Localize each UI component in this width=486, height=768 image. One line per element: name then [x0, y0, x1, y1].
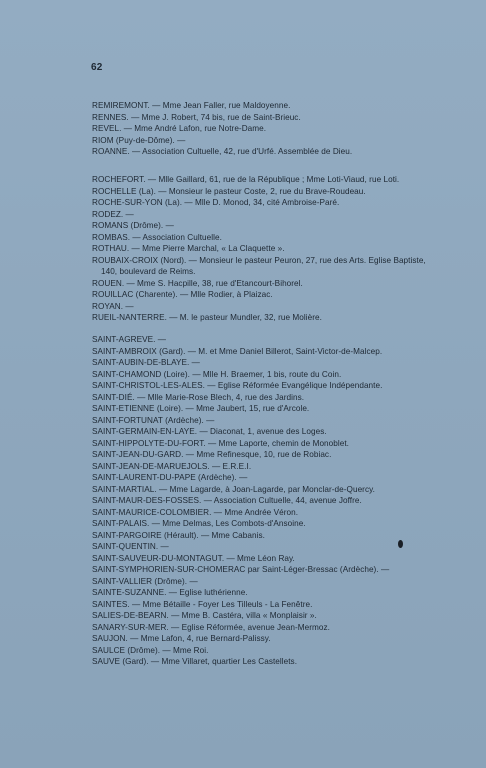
list-item: SAINT-CHAMOND (Loire). — Mlle H. Braemer, 1 bis, route du Coin.: [92, 369, 342, 379]
entries-block-r2: [92, 174, 426, 324]
list-item: SAINT-PARGOIRE (Hérault). — Mme Cabanis.: [92, 530, 265, 540]
entries-block-r1: [92, 100, 422, 158]
list-item: SAINT-ETIENNE (Loire). — Mme Jaubert, 15, rue d'Arcole.: [92, 404, 310, 413]
list-item: ROMBAS. — Association Cultuelle.: [92, 232, 222, 242]
list-item: ROUEN. — Mme S. Hacpille, 38, rue d'Etancourt-Bihorel.: [92, 278, 303, 288]
list-item: ROUILLAC (Charente). — Mlle Rodier, à Plaizac.: [92, 290, 273, 299]
list-item: SAINT-MARTIAL. — Mme Lagarde, à Joan-Lagarde, par Monclar-de-Quercy.: [92, 484, 375, 494]
list-item: ROCHELLE (La). — Monsieur le pasteur Coste, 2, rue du Brave-Roudeau.: [92, 186, 366, 196]
list-item: SAINT-MAURICE-COLOMBIER. — Mme Andrée Véron.: [92, 507, 299, 517]
list-item: SAINT-AGREVE. —: [92, 335, 166, 344]
list-item: RUEIL-NANTERRE. — M. le pasteur Mundler, 32, rue Molière.: [92, 313, 322, 322]
list-item: ROANNE. — Association Cultuelle, 42, rue d'Urfé. Assemblée de Dieu.: [92, 147, 353, 156]
list-item: ROMANS (Drôme). —: [92, 221, 174, 230]
list-item: SAINT-JEAN-DE-MARUEJOLS. — E.R.E.I.: [92, 461, 252, 471]
list-item: SAINT-AMBROIX (Gard). — M. et Mme Daniel Billerot, Saint-Victor-de-Malcep.: [92, 346, 383, 356]
list-item: SAINT-DIÉ. — Mlle Marie-Rose Blech, 4, rue des Jardins.: [92, 392, 305, 402]
list-item-continuation: 140, boulevard de Reims.: [101, 267, 196, 276]
list-item: SAINT-SAUVEUR-DU-MONTAGUT. — Mme Léon Ray.: [92, 553, 295, 563]
list-item: REVEL. — Mme André Lafon, rue Notre-Dame.: [92, 124, 267, 133]
list-item: SAINT-AUBIN-DE-BLAYE. —: [92, 358, 200, 367]
list-item: ROUBAIX-CROIX (Nord). — Monsieur le pasteur Peuron, 27, rue des Arts. Eglise Baptiste,: [92, 255, 426, 265]
list-item: ROCHE-SUR-YON (La). — Mlle D. Monod, 34, cité Ambroise-Paré.: [92, 198, 340, 207]
list-item: SAINTE-SUZANNE. — Eglise luthérienne.: [92, 588, 248, 597]
list-item: SAINT-CHRISTOL-LES-ALES. — Eglise Réformée Evangélique Indépendante.: [92, 381, 383, 390]
list-item: SAINT-SYMPHORIEN-SUR-CHOMERAC par Saint-Léger-Bressac (Ardèche). —: [92, 565, 390, 574]
list-item: SALIES-DE-BEARN. — Mme B. Castéra, villa « Monplaisir ».: [92, 611, 317, 620]
list-item: SAINT-VALLIER (Drôme). —: [92, 576, 198, 586]
list-item: SANARY-SUR-MER. — Eglise Réformée, avenue Jean-Mermoz.: [92, 622, 330, 632]
list-item: RODEZ. —: [92, 209, 134, 219]
list-item: SAUJON. — Mme Lafon, 4, rue Bernard-Palissy.: [92, 634, 271, 643]
list-item: RENNES. — Mme J. Robert, 74 bis, rue de Saint-Brieuc.: [92, 112, 301, 122]
ink-spot: [398, 540, 403, 548]
list-item: SAINT-JEAN-DU-GARD. — Mme Refinesque, 10, rue de Robiac.: [92, 450, 332, 459]
list-item: SAINT-FORTUNAT (Ardèche). —: [92, 415, 215, 425]
list-item: ROCHEFORT. — Mlle Gaillard, 61, rue de la République ; Mme Loti-Viaud, rue Loti.: [92, 175, 400, 184]
list-item: ROYAN. —: [92, 301, 134, 311]
entries-block-s: [92, 334, 422, 668]
list-item: SAINT-HIPPOLYTE-DU-FORT. — Mme Laporte, chemin de Monoblet.: [92, 438, 349, 448]
list-item: SAINT-PALAIS. — Mme Delmas, Les Combots-d'Ansoine.: [92, 519, 306, 528]
list-item: SAINTES. — Mme Bétaille - Foyer Les Tilleuls - La Fenêtre.: [92, 599, 313, 609]
list-item: SAULCE (Drôme). — Mme Roi.: [92, 645, 209, 655]
list-item: SAINT-GERMAIN-EN-LAYE. — Diaconat, 1, avenue des Loges.: [92, 427, 327, 436]
list-item: SAINT-MAUR-DES-FOSSES. — Association Cultuelle, 44, avenue Joffre.: [92, 496, 362, 505]
list-item: SAINT-LAURENT-DU-PAPE (Ardèche). —: [92, 473, 248, 482]
list-item: RIOM (Puy-de-Dôme). —: [92, 135, 186, 145]
page-number: 62: [91, 62, 103, 73]
list-item: REMIREMONT. — Mme Jean Faller, rue Maldoyenne.: [92, 101, 291, 110]
list-item: SAUVE (Gard). — Mme Villaret, quartier Les Castellets.: [92, 657, 298, 666]
list-item: SAINT-QUENTIN. —: [92, 542, 169, 551]
list-item: ROTHAU. — Mme Pierre Marchal, « La Claquette ».: [92, 244, 285, 253]
